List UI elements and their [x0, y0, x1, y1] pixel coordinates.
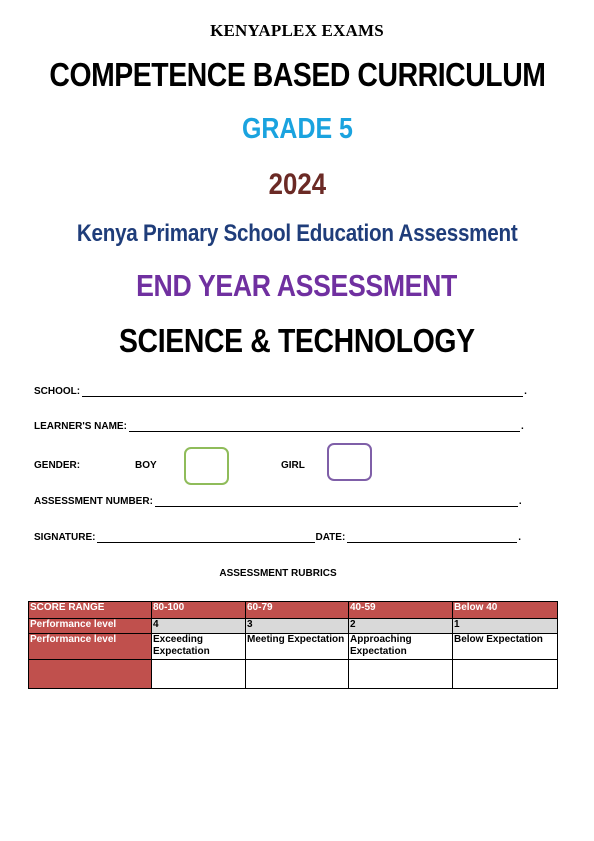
rubric-cell — [29, 660, 152, 689]
school-input-line[interactable] — [82, 387, 523, 397]
rubric-cell: 1 — [453, 619, 558, 634]
subject-title-text: SCIENCE & TECHNOLOGY — [119, 322, 475, 359]
rubric-cell: SCORE RANGE — [29, 602, 152, 619]
assessment-body-title — [0, 220, 594, 248]
girl-label: GIRL — [281, 460, 305, 471]
grade-title-text: GRADE 5 — [241, 113, 353, 145]
curriculum-title-text: COMPETENCE BASED CURRICULUM — [48, 56, 546, 93]
school-label: SCHOOL: — [34, 386, 81, 397]
rubric-row-score — [29, 660, 558, 689]
year-title — [0, 168, 594, 202]
rubric-score-cell[interactable] — [152, 660, 246, 689]
school-line-end: . — [524, 386, 527, 397]
rubric-cell: 3 — [246, 619, 349, 634]
date-input-line[interactable] — [347, 533, 517, 543]
assessment-number-label: ASSESSMENT NUMBER: — [34, 496, 153, 507]
rubric-row-score-range — [29, 602, 558, 619]
assessment-number-field — [34, 496, 522, 507]
curriculum-title — [0, 56, 594, 94]
signature-input-line[interactable] — [97, 533, 315, 543]
rubric-cell: 80-100 — [152, 602, 246, 619]
rubric-cell: Below 40 — [453, 602, 558, 619]
rubric-row-description — [29, 634, 558, 660]
boy-label: BOY — [135, 460, 157, 471]
rubric-cell: 4 — [152, 619, 246, 634]
learner-name-field — [34, 421, 524, 432]
boy-option — [135, 460, 157, 471]
signature-date-field — [34, 532, 521, 543]
subject-title — [0, 322, 594, 360]
date-label: DATE: — [315, 532, 346, 543]
girl-checkbox[interactable] — [327, 443, 372, 481]
learner-name-line-end: . — [520, 421, 524, 432]
rubric-score-cell[interactable] — [246, 660, 349, 689]
year-title-text: 2024 — [268, 168, 326, 201]
rubric-cell: Meeting Expectation — [246, 634, 349, 660]
rubric-score-cell[interactable] — [349, 660, 453, 689]
rubric-cell: 40-59 — [349, 602, 453, 619]
rubric-cell: 2 — [349, 619, 453, 634]
rubric-cell: Exceeding Expectation — [152, 634, 246, 660]
rubric-cell: Below Expectation — [453, 634, 558, 660]
gender-label: GENDER: — [34, 460, 81, 471]
grade-title — [0, 113, 594, 146]
rubric-row-level — [29, 619, 558, 634]
signature-label: SIGNATURE: — [34, 532, 96, 543]
assessment-number-line-end: . — [518, 496, 522, 507]
rubric-table — [28, 601, 558, 689]
learner-name-input-line[interactable] — [129, 422, 520, 432]
girl-option — [281, 460, 305, 471]
rubric-cell: Approaching Expectation — [349, 634, 453, 660]
assessment-type-title — [0, 268, 594, 304]
gender-field — [34, 460, 80, 471]
rubric-cell: Performance level — [29, 619, 152, 634]
learner-name-label: LEARNER'S NAME: — [34, 421, 127, 432]
rubric-score-cell[interactable] — [453, 660, 558, 689]
rubric-cell: 60-79 — [246, 602, 349, 619]
school-field — [34, 386, 527, 397]
assessment-body-title-text: Kenya Primary School Education Assessment — [76, 220, 518, 247]
rubric-title: ASSESSMENT RUBRICS — [219, 568, 337, 579]
rubric-cell: Performance level — [29, 634, 152, 660]
boy-checkbox[interactable] — [184, 447, 229, 485]
publisher-title: KENYAPLEX EXAMS — [210, 21, 384, 40]
assessment-type-title-text: END YEAR ASSESSMENT — [136, 268, 458, 303]
date-line-end: . — [518, 532, 522, 543]
assessment-number-input-line[interactable] — [155, 497, 518, 507]
